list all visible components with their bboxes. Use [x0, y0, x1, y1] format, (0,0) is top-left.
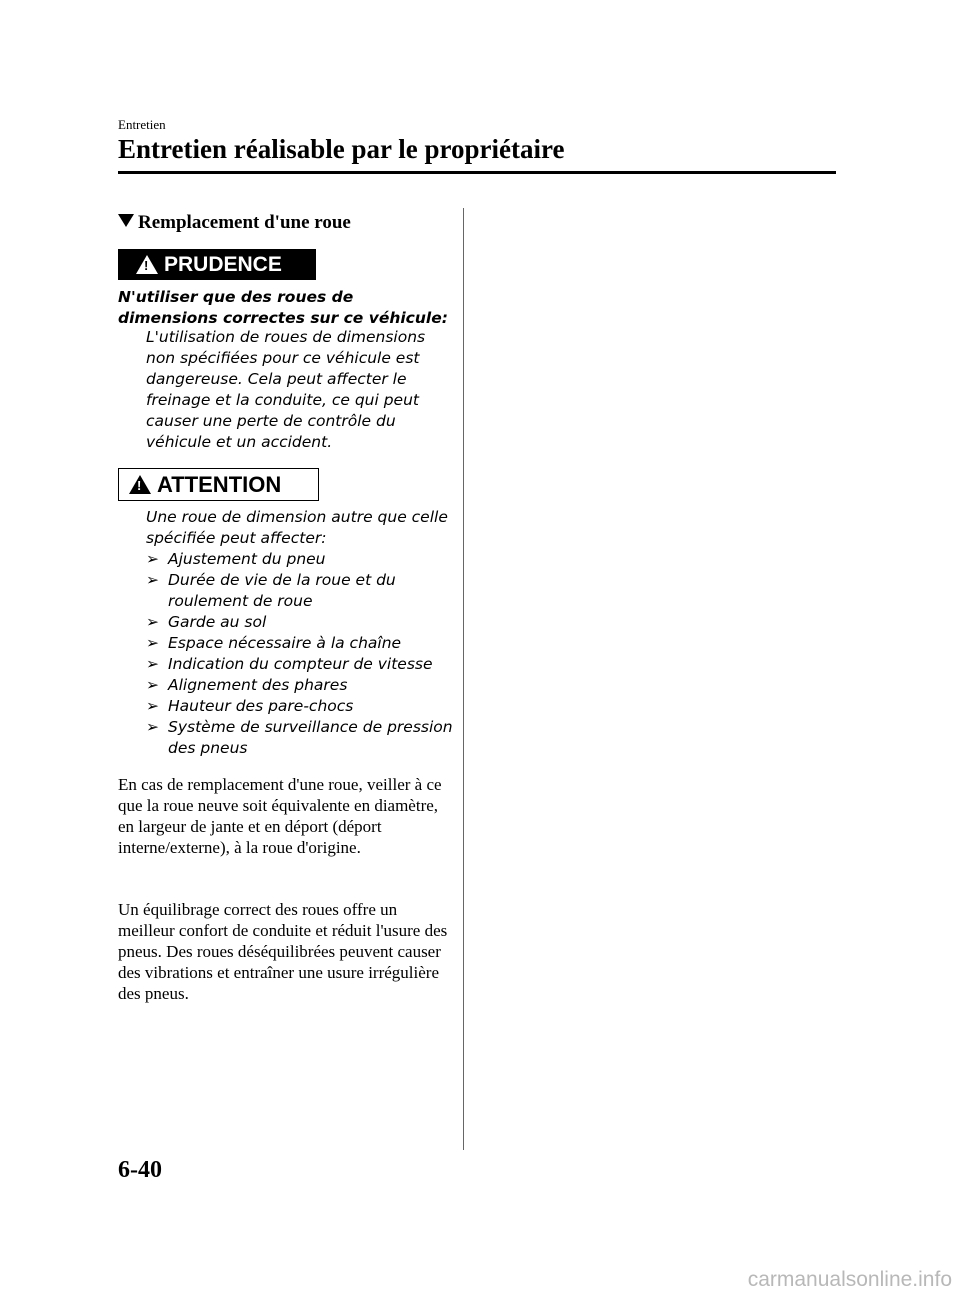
list-item-text: Alignement des phares — [168, 676, 348, 694]
prudence-label: PRUDENCE — [164, 252, 282, 276]
page-title: Entretien réalisable par le propriétaire — [118, 134, 565, 164]
arrow-bullet-icon: ➢ — [146, 571, 159, 589]
list-item-text: Hauteur des pare-chocs — [168, 697, 354, 715]
warning-triangle-icon — [136, 255, 158, 274]
page-number: 6-40 — [118, 1157, 162, 1183]
prudence-badge — [118, 249, 316, 280]
list-item — [146, 549, 456, 570]
list-item — [146, 654, 456, 675]
attention-intro: Une roue de dimension autre que celle spécifiée peut affecter: — [146, 508, 448, 547]
arrow-bullet-icon: ➢ — [146, 718, 159, 736]
list-item-text: Espace nécessaire à la chaîne — [168, 634, 402, 652]
prudence-heading: N'utiliser que des roues de dimensions correctes sur ce véhicule: — [118, 288, 448, 327]
attention-badge — [118, 468, 319, 501]
prudence-body: L'utilisation de roues de dimensions non spécifiées pour ce véhicule est dangereuse. Cela peut affecter le freinage et la conduite, ce qui peut causer une perte de contrôle du véhicule et un accident. — [146, 328, 426, 451]
list-item-text: Ajustement du pneu — [168, 550, 326, 568]
list-item — [146, 717, 456, 759]
arrow-bullet-icon: ➢ — [146, 550, 159, 568]
list-item-text: Garde au sol — [168, 613, 267, 631]
section-label: Entretien — [118, 117, 166, 132]
list-item — [146, 696, 456, 717]
down-triangle-icon — [118, 214, 134, 227]
list-item-text: Durée de vie de la roue et du roulement de roue — [168, 571, 396, 610]
arrow-bullet-icon: ➢ — [146, 676, 159, 694]
list-item — [146, 675, 456, 696]
warning-triangle-icon — [129, 475, 151, 494]
list-item-text: Système de surveillance de pression des pneus — [168, 718, 453, 757]
subsection-title: Remplacement d'une roue — [138, 212, 351, 233]
list-item-text: Indication du compteur de vitesse — [168, 655, 433, 673]
body-paragraph: En cas de remplacement d'une roue, veiller à ce que la roue neuve soit équivalente en diamètre, en largeur de jante et en déport (déport interne/externe), à la roue d'origine. — [118, 775, 442, 857]
attention-label: ATTENTION — [157, 471, 282, 497]
arrow-bullet-icon: ➢ — [146, 634, 159, 652]
arrow-bullet-icon: ➢ — [146, 655, 159, 673]
attention-list — [146, 549, 456, 759]
column-divider — [463, 208, 464, 1150]
watermark: carmanualsonline.info — [747, 1268, 952, 1291]
list-item — [146, 612, 456, 633]
title-rule — [118, 171, 836, 174]
arrow-bullet-icon: ➢ — [146, 613, 159, 631]
list-item — [146, 570, 456, 612]
body-paragraph: Un équilibrage correct des roues offre un meilleur confort de conduite et réduit l'usure des pneus. Des roues déséquilibrées peuvent causer des vibrations et entraîner une usure irrégulière des pneus. — [118, 900, 448, 1003]
arrow-bullet-icon: ➢ — [146, 697, 159, 715]
list-item — [146, 633, 456, 654]
subsection-heading — [118, 212, 351, 234]
